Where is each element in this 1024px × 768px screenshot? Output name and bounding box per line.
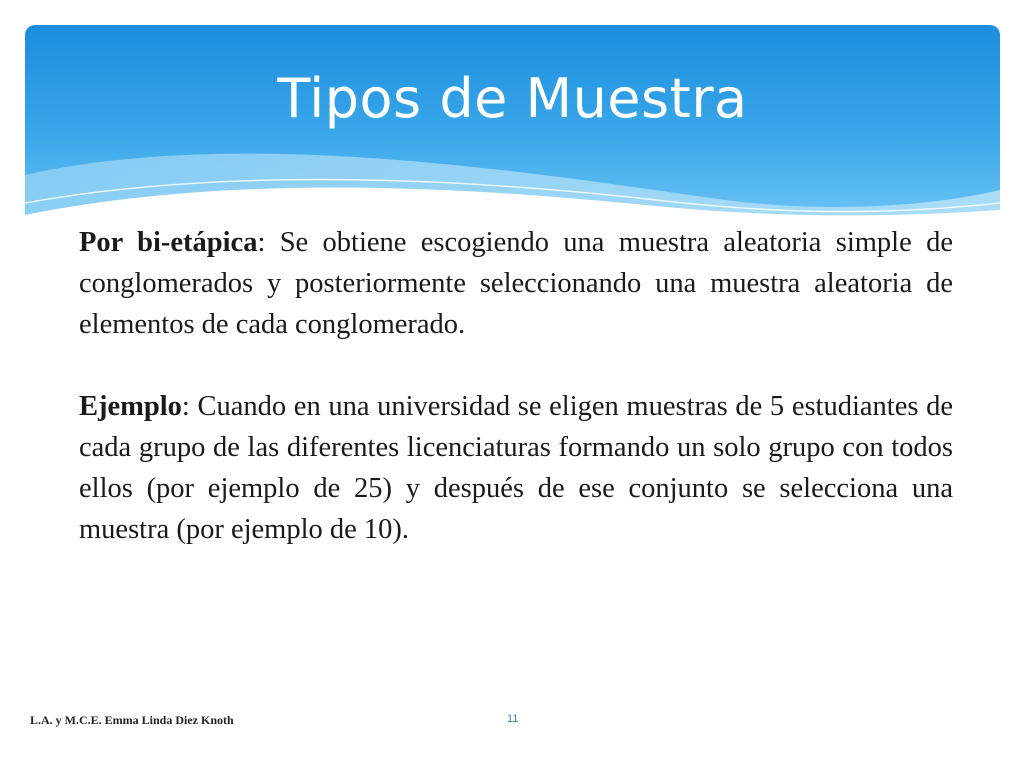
definition-text: : Se obtiene escogiendo una muestra aleatoria simple de conglomerados y posteriormente seleccionando una muestra aleatoria de elementos de cada conglomerado.: [79, 227, 953, 340]
page-number: 11: [507, 713, 519, 725]
slide-body: [79, 222, 953, 550]
paragraph-example: [79, 386, 953, 550]
footer-author: L.A. y M.C.E. Emma Linda Diez Knoth: [30, 713, 234, 727]
example-text: : Cuando en una universidad se eligen muestras de 5 estudiantes de cada grupo de las diferentes licenciaturas formando un solo grupo con todos ellos (por ejemplo de 25) y después de ese conjunto se selecciona una muestra (por ejemplo de 10).: [79, 391, 953, 545]
example-term: Ejemplo: [79, 391, 182, 422]
paragraph-definition: [79, 222, 953, 345]
slide-title: Tipos de Muestra: [277, 67, 748, 130]
definition-term: Por bi-etápica: [79, 227, 258, 258]
